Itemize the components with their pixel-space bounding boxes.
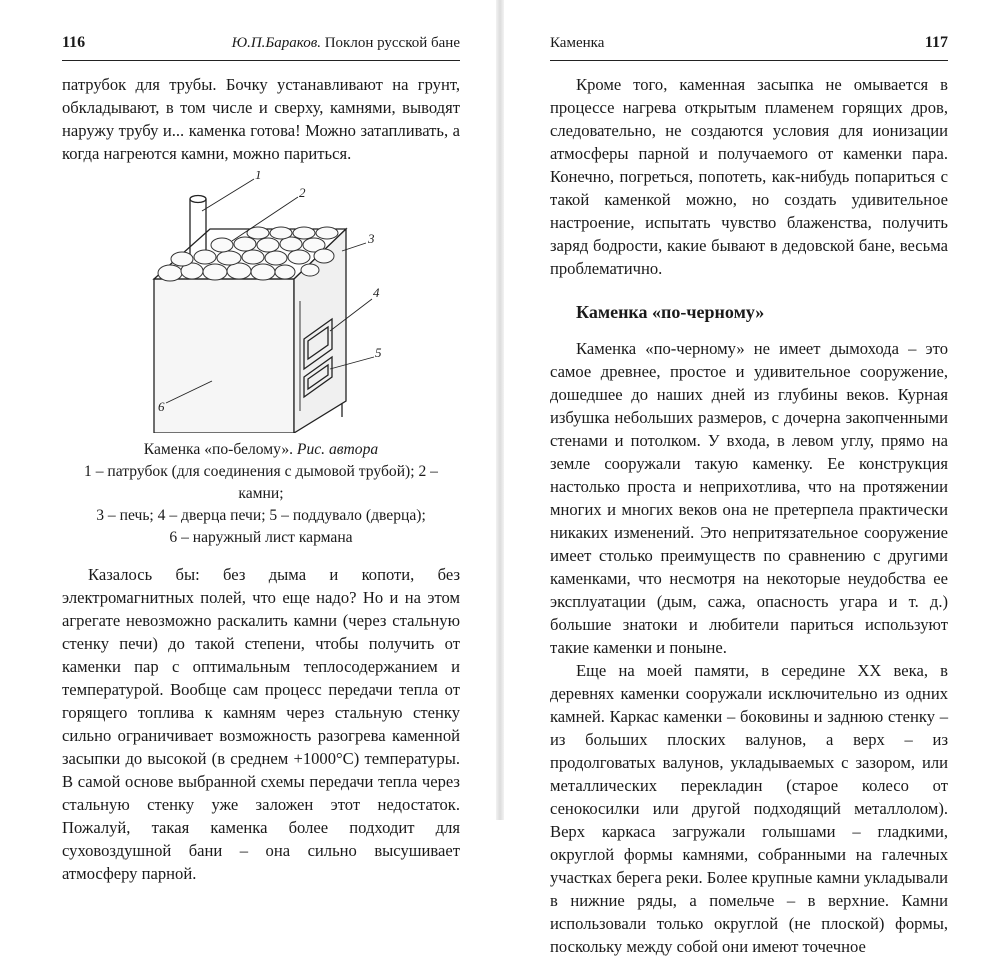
figure-label-2: 2 <box>299 185 306 200</box>
caption-line-1: 1 – патрубок (для соединения с дымовой трубой); 2 – камни; <box>84 463 438 502</box>
section-heading: Каменка «по-черному» <box>576 302 765 322</box>
caption-title-line <box>62 439 460 461</box>
left-page-number: 116 <box>62 34 86 51</box>
stove-illustration <box>62 171 460 433</box>
figure-label-1: 1 <box>255 171 262 182</box>
stove-figure <box>62 171 460 433</box>
right-page <box>500 0 1000 956</box>
right-paragraph-1: Кроме того, каменная засыпка не омывается в процессе нагрева открытым пламенем горящих дров, следовательно, не создаются условия для ионизации атмосферы парной и получаемого от каменки пара. Конечно, погреться, попотеть, как-нибудь попариться с такой каменкой можно, но создать удивительное настроение, испытать чувство блаженства, получить заряд бодрости, какие бывают в дедовской бане, весьма проблематично. <box>550 75 948 278</box>
left-closing-paragraph: Казалось бы: без дыма и копоти, без электромагнитных полей, что еще надо? Но и на этом агрегате невозможно раскалить камни (через стальную стенку печи) до такой степени, чтобы получить от каменки пар с оптимальным теплосодержанием и температурой. Вообще сам процесс передачи тепла от горящего топлива к камням через стальную стенку сильно ограничивает возможность разогрева каменной засыпки до высокой (в среднем +1000°С) температуры. В самой основе выбранной схемы передачи тепла через стальную стенку уже заложен этот недостаток. Пожалуй, такая каменка более подходит для суховоздушной бани – она сильно высушивает атмосферу парной. <box>62 565 460 883</box>
figure-label-6: 6 <box>158 399 165 414</box>
right-running-head <box>550 34 948 61</box>
right-paragraph-2: Каменка «по-черному» не имеет дымохода – это самое древнее, простое и удивительное сооружение, дошедшее до наших дней из глубины веков. Курная избушка небольших размеров, с дочерна закопченными стенами и потолком. У входа, в левом углу, прямо на земле сооружали такую каменку. Ее конструкция настолько проста и неприхотлива, что на протяжении многих и многих веков она не претерпела практически никаких изменений. Это непритязательное сооружение имеет столько преимуществ по сравнению с другими каменками, что несмотря на некоторые неудобства ее эксплуатации (дым, сажа, опасность угара и т. д.) большие знатоки и любители париться используют такие каменки и поныне. <box>550 339 948 657</box>
left-running-head <box>62 34 460 61</box>
caption-credit: Рис. автора <box>296 441 379 458</box>
figure-label-4: 4 <box>373 285 380 300</box>
figure-caption <box>62 439 460 549</box>
left-opening-paragraph: патрубок для трубы. Бочку устанавливают на грунт, обкладывают, в том числе и сверху, камнями, выводят наружу трубу и... каменка готова! Можно затапливать, а когда нагреются камни, можно париться. <box>62 75 460 163</box>
caption-line-3: 6 – наружный лист кармана <box>169 529 353 546</box>
figure-label-3: 3 <box>368 231 375 246</box>
right-running-title: Каменка <box>550 35 605 51</box>
caption-title: Каменка «по-белому». <box>143 441 297 458</box>
running-title-author: Ю.П.Бараков. <box>231 35 321 51</box>
caption-line-2: 3 – печь; 4 – дверца печи; 5 – поддувало (дверца); <box>96 507 426 524</box>
right-page-number: 117 <box>924 34 948 51</box>
right-paragraph-3: Еще на моей памяти, в середине XX века, в деревнях каменки сооружали исключительно из одних камней. Каркас каменки – боковины и заднюю стенку – из больших плоских валунов, а верх – из продолговатых валунов, укладываемых с зазором, или металлических перекладин (старое колесо от сенокосилки или другой подходящий металлолом). Верх каркаса загружали голышами – гладкими, округлой формы камнями, собранными на галечных участках берега реки. Более крупные камни укладывали в нижние ряды, а помельче – в верхние. Камни использовали только округлой (не плоской) формы, поскольку между собой они имеют точечное <box>550 661 948 956</box>
left-running-title <box>232 35 460 52</box>
running-title-rest: Поклон русской бане <box>320 35 460 51</box>
left-page <box>0 0 500 883</box>
figure-label-5: 5 <box>375 345 382 360</box>
